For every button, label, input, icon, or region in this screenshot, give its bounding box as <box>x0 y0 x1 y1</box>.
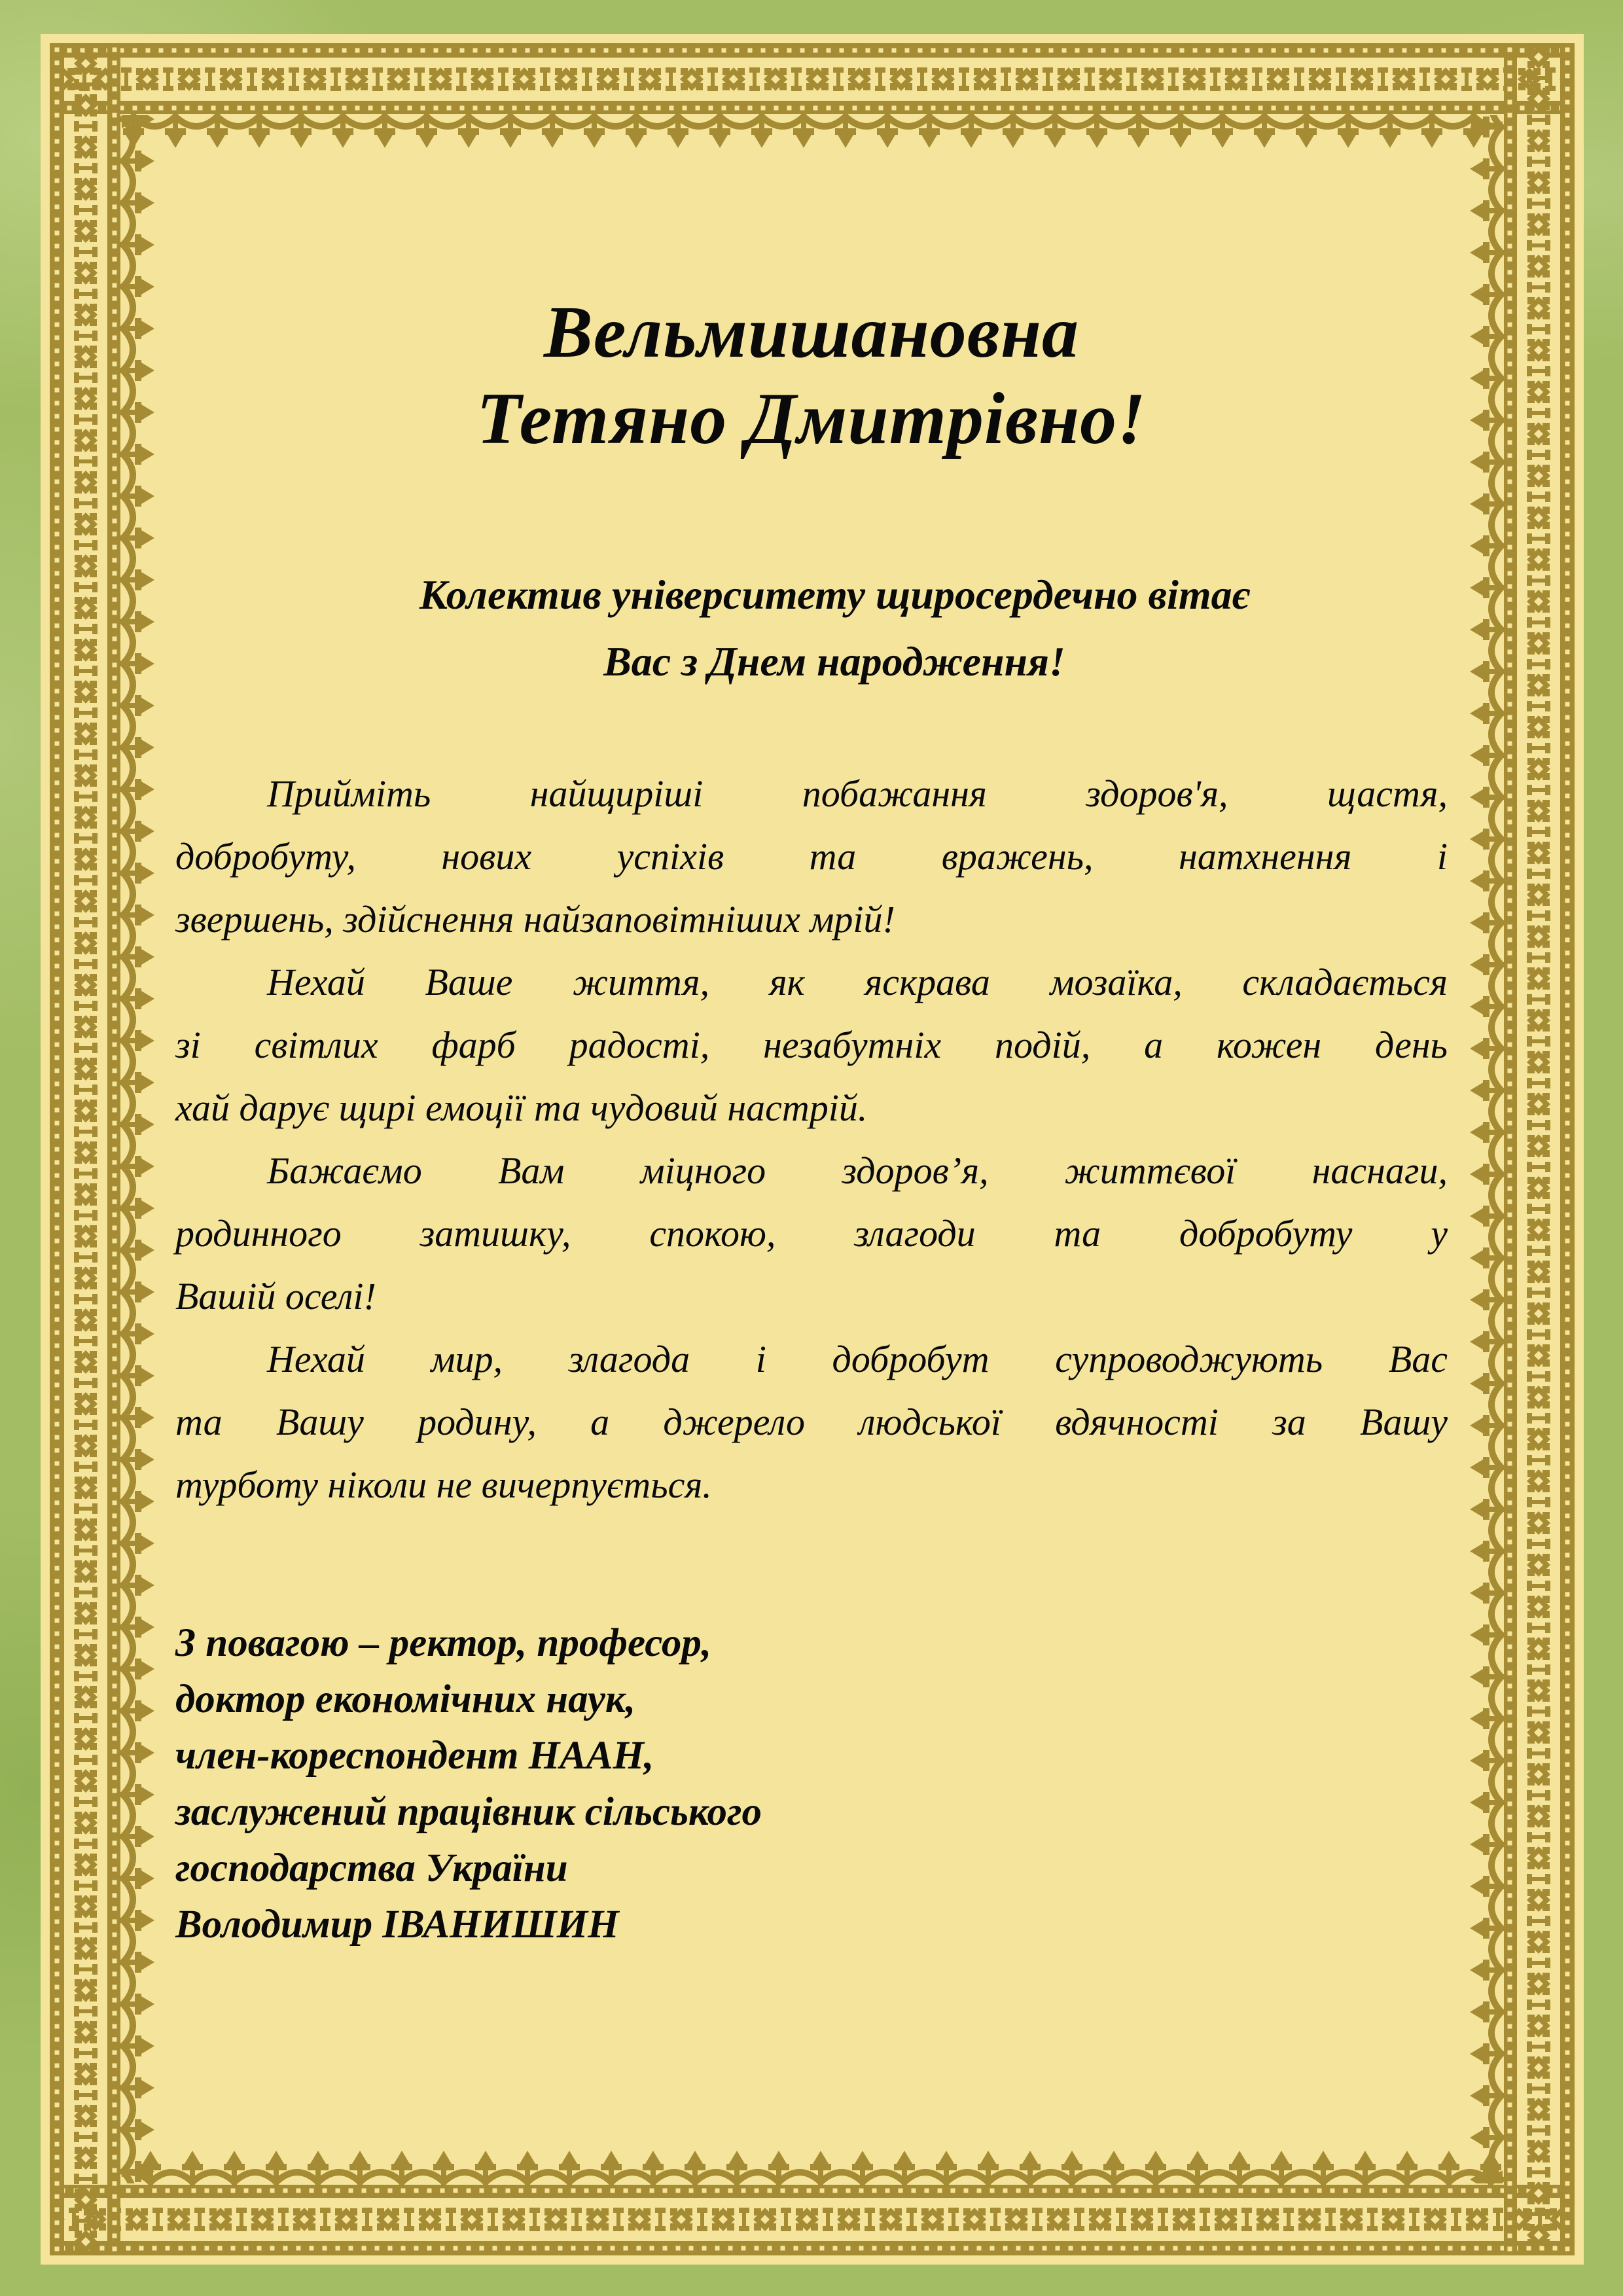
wishes-text <box>175 762 1448 1516</box>
paragraph-line: хай дарує щирі емоції та чудовий настрій. <box>175 1086 868 1129</box>
paragraph-line: Вашій оселі! <box>175 1275 376 1318</box>
signature-line: член-кореспондент НААН, <box>175 1734 654 1778</box>
paragraph-line: Нехай Ваше життя, як яскрава мозаїка, складається <box>267 961 1448 1003</box>
salutation <box>0 562 1623 695</box>
paragraph-line: та Вашу родину, а джерело людської вдячності за Вашу <box>175 1401 1448 1443</box>
paragraph-line: зі світлих фарб радості, незабутніх подій, а кожен день <box>175 1024 1448 1066</box>
card-title <box>0 289 1623 462</box>
signature-line: З повагою – ректор, професор, <box>175 1621 712 1665</box>
signature-line: заслужений працівник сільського <box>175 1790 762 1834</box>
paragraph-line: добробуту, нових успіхів та вражень, натхнення і <box>175 835 1448 878</box>
paragraph-line: звершень, здійснення найзаповітніших мрій! <box>175 898 895 941</box>
salutation-line-2: Вас з Днем народження! <box>603 638 1065 685</box>
signature-block <box>175 1615 762 1953</box>
paragraph-line: турботу ніколи не вичерпується. <box>175 1463 712 1506</box>
signature-line: доктор економічних наук, <box>175 1677 636 1721</box>
paragraph-line: родинного затишку, спокою, злагоди та добробуту у <box>175 1212 1448 1255</box>
title-line-2: Тетяно Дмитрівно! <box>476 378 1147 459</box>
signature-line: господарства України <box>175 1846 568 1890</box>
paragraph-line: Бажаємо Вам міцного здоров’я, життєвої наснаги, <box>267 1149 1448 1192</box>
title-line-1: Вельмишановна <box>544 292 1079 373</box>
paragraph-line: Нехай мир, злагода і добробут супроводжують Вас <box>267 1338 1448 1380</box>
signature-line: Володимир ІВАНИШИН <box>175 1903 619 1946</box>
paragraph-line: Прийміть найщиріші побажання здоров'я, щастя, <box>267 772 1448 815</box>
salutation-line-1: Колектив університету щиросердечно вітає <box>419 571 1250 618</box>
